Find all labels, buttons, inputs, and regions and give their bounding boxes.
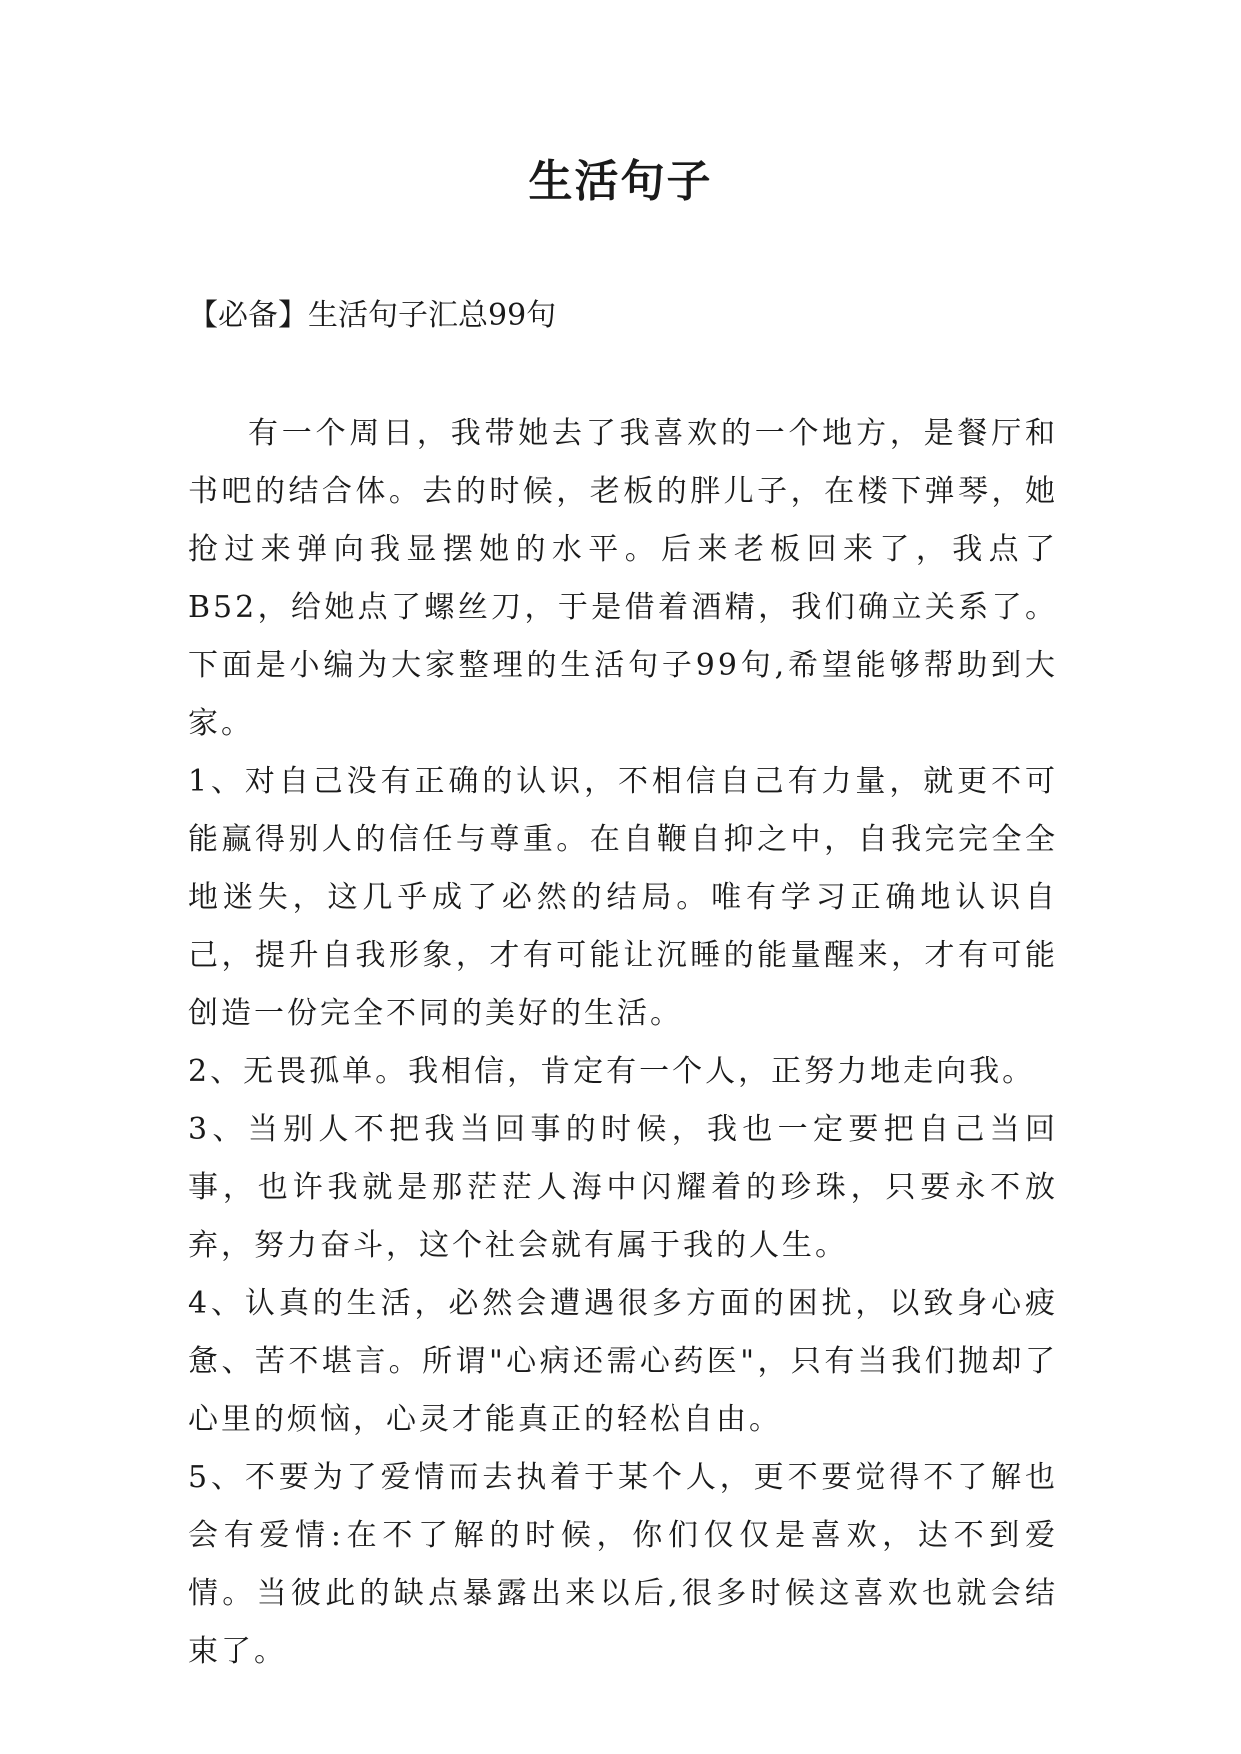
list-item: 4、认真的生活，必然会遭遇很多方面的困扰，以致身心疲惫、苦不堪言。所谓"心病还需心药医"，只有当我们抛却了心里的烦恼，心灵才能真正的轻松自由。 <box>188 1286 1058 1437</box>
list-item: 3、当别人不把我当回事的时候，我也一定要把自己当回事，也许我就是那茫茫人海中闪耀着的珍珠，只要永不放弃，努力奋斗，这个社会就有属于我的人生。 <box>188 1112 1058 1263</box>
document-title: 生活句子 <box>528 156 713 207</box>
document-subtitle: 【必备】生活句子汇总99句 <box>188 298 557 333</box>
document-body <box>188 405 1058 1681</box>
list-item: 1、对自己没有正确的认识，不相信自己有力量，就更不可能赢得别人的信任与尊重。在自鞭自抑之中，自我完完全全地迷失，这几乎成了必然的结局。唯有学习正确地认识自己，提升自我形象，才有可能让沉睡的能量醒来，才有可能创造一份完全不同的美好的生活。 <box>188 764 1058 1031</box>
list-item: 2、无畏孤单。我相信，肯定有一个人，正努力地走向我。 <box>188 1054 1036 1089</box>
list-item: 5、不要为了爱情而去执着于某个人，更不要觉得不了解也会有爱情:在不了解的时候，你们仅仅是喜欢，达不到爱情。当彼此的缺点暴露出来以后,很多时候这喜欢也就会结束了。 <box>188 1460 1058 1669</box>
intro-paragraph: 有一个周日，我带她去了我喜欢的一个地方，是餐厅和书吧的结合体。去的时候，老板的胖儿子，在楼下弹琴，她抢过来弹向我显摆她的水平。后来老板回来了，我点了B52，给她点了螺丝刀，于是借着酒精，我们确立关系了。下面是小编为大家整理的生活句子99句,希望能够帮助到大家。 <box>188 416 1058 741</box>
